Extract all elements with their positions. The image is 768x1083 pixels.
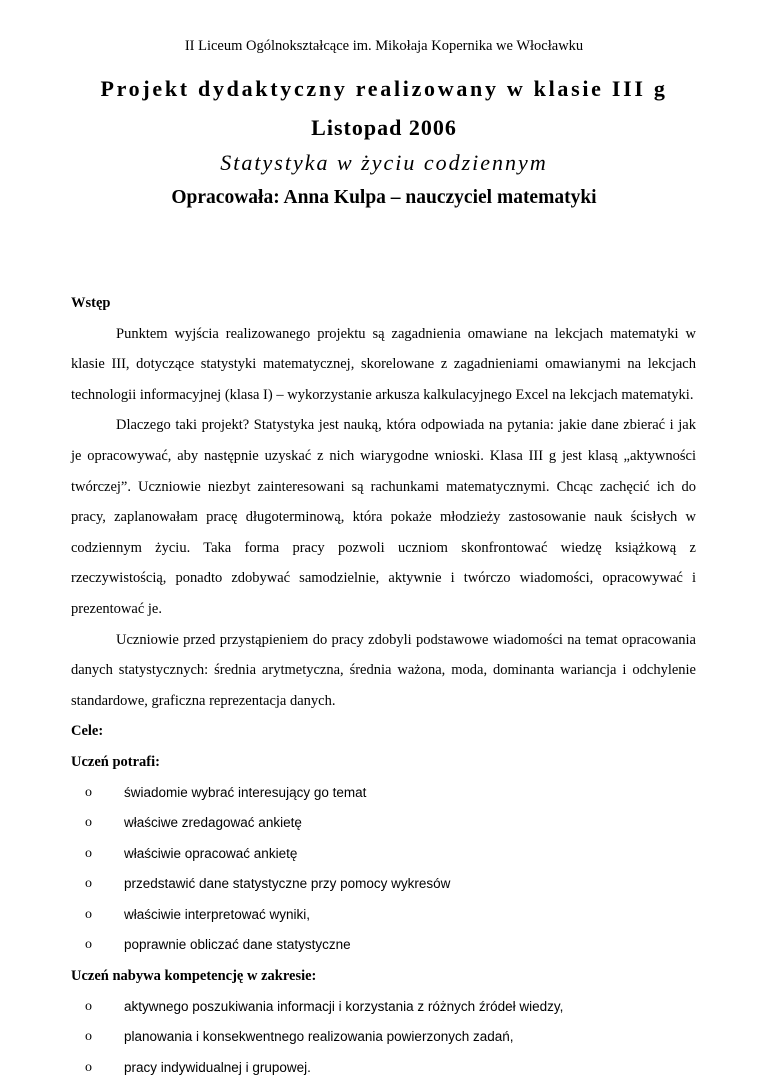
- bullet-icon: o: [85, 784, 92, 800]
- skills-heading: Uczeń potrafi:: [71, 753, 160, 770]
- bullet-icon: o: [85, 906, 92, 922]
- list-item-text: poprawnie obliczać dane statystyczne: [124, 937, 351, 953]
- list-item: [71, 839, 696, 870]
- competence-heading: Uczeń nabywa kompetencję w zakresie:: [71, 968, 317, 985]
- list-item-text: pracy indywidualnej i grupowej.: [124, 1059, 311, 1075]
- project-topic: Statystyka w życiu codziennym: [220, 150, 548, 175]
- list-item-text: właściwie interpretować wyniki,: [124, 906, 311, 922]
- bullet-icon: o: [85, 937, 92, 953]
- list-item-text: przedstawić dane statystyczne przy pomocy wykresów: [124, 876, 451, 892]
- list-item: [71, 1022, 696, 1053]
- goals-heading: Cele:: [71, 723, 104, 740]
- list-item: [71, 808, 696, 839]
- list-item-text: właściwe zredagować ankietę: [124, 815, 302, 831]
- list-item-text: właściwie opracować ankietę: [124, 845, 298, 861]
- competence-list: [71, 992, 696, 1083]
- project-date: Listopad 2006: [311, 115, 457, 140]
- intro-paragraph: Dlaczego taki projekt? Statystyka jest nauką, która odpowiada na pytania: jakie dane zbierać i jak je opracowywać, aby następnie uzyskać z nich wiarygodne wnioski. Klasa III g jest klasą „aktywności twórczej”. Uczniowie niezbyt zainteresowani są rachunkami matematycznymi. Chcąc zachęcić ich do pracy, zaplanowałam pracę długoterminową, która pokaże młodzieży zastosowanie nauk ścisłych w codziennym życiu. Taka forma pracy pozwoli uczniom skonfrontować wiedzę książkową z rzeczywistością, ponadto zdobywać samodzielnie, aktywnie i twórczo wiadomości, opracowywać i prezentować je.: [71, 417, 696, 617]
- bullet-icon: o: [85, 845, 92, 861]
- intro-heading: Wstęp: [71, 295, 111, 311]
- document-body: [71, 288, 696, 1083]
- list-item: [71, 1053, 696, 1083]
- list-item: [71, 992, 696, 1023]
- skills-list: [71, 778, 696, 962]
- list-item-text: świadomie wybrać interesujący go temat: [124, 784, 367, 800]
- bullet-icon: o: [85, 998, 92, 1014]
- list-item-text: aktywnego poszukiwania informacji i korzystania z różnych źródeł wiedzy,: [124, 998, 564, 1014]
- intro-paragraph: Punktem wyjścia realizowanego projektu są zagadnienia omawiane na lekcjach matematyki w klasie III, dotyczące statystyki matematycznej, skorelowane z zagadnieniami omawianymi na lekcjach technologii informacyjnej (klasa I) – wykorzystanie arkusza kalkulacyjnego Excel na lekcjach matematyki.: [71, 325, 696, 403]
- bullet-icon: o: [85, 1029, 92, 1045]
- bullet-icon: o: [85, 876, 92, 892]
- list-item: [71, 869, 696, 900]
- bullet-icon: o: [85, 1059, 92, 1075]
- project-title: Projekt dydaktyczny realizowany w klasie III g: [100, 76, 668, 101]
- school-header: II Liceum Ogólnokształcące im. Mikołaja Kopernika we Włocławku: [184, 38, 584, 54]
- list-item: [71, 930, 696, 961]
- list-item: [71, 778, 696, 809]
- project-author: Opracowała: Anna Kulpa – nauczyciel matematyki: [171, 187, 597, 208]
- bullet-icon: o: [85, 815, 92, 831]
- list-item: [71, 900, 696, 931]
- list-item-text: planowania i konsekwentnego realizowania powierzonych zadań,: [124, 1029, 514, 1045]
- intro-paragraph: Uczniowie przed przystąpieniem do pracy zdobyli podstawowe wiadomości na temat opracowania danych statystycznych: średnia arytmetyczna, średnia ważona, moda, dominanta wariancja i odchylenie standardowe, graficzna reprezentacja danych.: [71, 631, 696, 709]
